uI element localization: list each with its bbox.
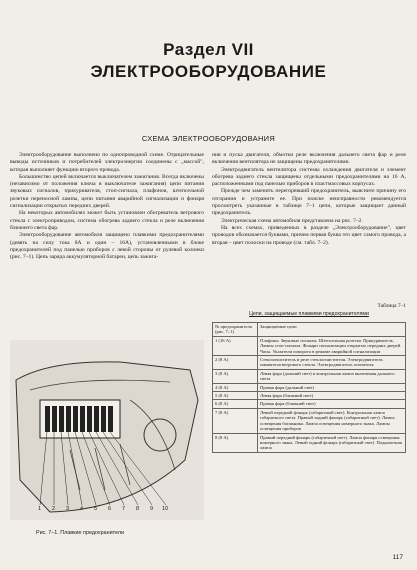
callout-label: 5 bbox=[94, 506, 98, 512]
protected-circuits: Левый передний фонарь (габаритный свет). Контрольная лампа габаритного света. Правый задний фонарь (габаритный свет). Лампа освещения багажника. Лампа освещения номерного знака. Лампы освещения приборов bbox=[258, 408, 406, 433]
paragraph: ния и пуска двигателя, обмотки реле включения дальнего света фар и реле включения вентилятора не защищены предохранителями. bbox=[212, 152, 406, 166]
callout-label: 2 bbox=[52, 506, 56, 512]
fuse-number: 1 (16 А) bbox=[213, 336, 258, 355]
table-header-cell: № предохранителя (рис. 7–1) bbox=[213, 323, 258, 337]
table-row bbox=[213, 336, 406, 355]
table-row bbox=[213, 400, 406, 408]
table-row bbox=[213, 383, 406, 391]
callout-label: 6 bbox=[108, 506, 112, 512]
table-row bbox=[213, 408, 406, 433]
figure-callouts bbox=[10, 506, 204, 518]
paragraph: Большинство цепей включается выключателем зажигания. Всегда включены (независимо от положения ключа в выключателе зажигания) цепи питания звуковых сигналов, прикуривателя, стоп-сигнала, плафонов, штепсельной розетки переносной лампы, цепи питания аварийной сигнализации и фонаря сигнализации открытых передних дверей. bbox=[10, 173, 204, 210]
table-row bbox=[213, 369, 406, 383]
paragraph: Прежде чем заменить перегоревший предохранитель, выясните причину его отгорания и устраните ее. При поиске неисправности рекомендуется просмотреть указанные в таблице 7–1 цепи, которые защищает данный предохранитель. bbox=[212, 188, 406, 217]
table-number: Таблица 7–1 bbox=[377, 303, 406, 309]
callout-label: 7 bbox=[122, 506, 126, 512]
protected-circuits: Стеклоочиститель и реле стеклоочистителя. Электродвигатель омывателя ветрового стекла. Электродвигатель отопителя bbox=[258, 356, 406, 370]
protected-circuits: Левая фара (дальний свет) и контрольная лампа включения дальнего света bbox=[258, 369, 406, 383]
subheading: СХЕМА ЭЛЕКТРООБОРУДОВАНИЯ bbox=[141, 134, 276, 143]
paragraph: На некоторых автомобилях может быть установлен обогреватель ветрового стекла с электроприводом, система обогрева заднего стекла и реле включения ближнего света фар. bbox=[10, 210, 204, 231]
paragraph: Электрооборудование выполнено по однопроводной схеме. Отрицательные выводы источников и потребителей электроэнергии соединены с „массой", которая выполняет функцию второго провода. bbox=[10, 152, 204, 173]
table-caption: Цепи, защищаемые плавкими предохранителями bbox=[249, 311, 369, 317]
protected-circuits: Левая фара (ближний свет) bbox=[258, 392, 406, 400]
callout-label: 1 bbox=[38, 506, 42, 512]
left-column bbox=[10, 152, 204, 261]
fuse-number: 3 (8 А) bbox=[213, 369, 258, 383]
table-row bbox=[213, 433, 406, 452]
figure-caption: Рис. 7–1. Плавкие предохранители bbox=[36, 530, 124, 536]
fuse-block-illustration bbox=[10, 340, 204, 520]
protected-circuits: Правый передний фонарь (габаритный свет). Лампа фонаря освещения номерного знака. Левый задний фонарь (габаритный свет). Подкапотная лампа bbox=[258, 433, 406, 452]
fuse-block-figure bbox=[10, 340, 204, 520]
callout-label: 4 bbox=[80, 506, 84, 512]
callout-label: 8 bbox=[136, 506, 140, 512]
callout-label: 9 bbox=[150, 506, 154, 512]
table-header-cell: Защищаемые цепи bbox=[258, 323, 406, 337]
table-row bbox=[213, 356, 406, 370]
fuse-number: 5 (8 А) bbox=[213, 392, 258, 400]
right-column bbox=[212, 152, 406, 247]
table-header-row bbox=[213, 323, 406, 337]
section-title: Раздел VII bbox=[163, 40, 254, 59]
fuse-number: 6 (8 А) bbox=[213, 400, 258, 408]
paragraph: На всех схемах, приведенных в разделе „Электрооборудование", цвет проводов обозначается буквами, причем первая буква это цвет самого провода, а вторая – цвет полоски на проводе (см. табл. 7–2). bbox=[212, 224, 406, 246]
callout-label: 10 bbox=[162, 506, 169, 512]
protected-circuits: Плафоны. Звуковые сигналы. Штепсельная розетка. Прикуриватель. Лампы стоп-сигнала. Фонари сигнализации открытых передних дверей. Часы. Указатели поворота в режиме аварийной сигнализации bbox=[258, 336, 406, 355]
protected-circuits: Правая фара (ближний свет) bbox=[258, 400, 406, 408]
chapter-title: ЭЛЕКТРООБОРУДОВАНИЕ bbox=[90, 62, 327, 81]
paragraph: Электрооборудование автомобиля защищено плавкими предохранителями (девять на силу тока 8А и один – 16А), установленными в блоке предохранителей под панелью приборов с левой стороны от рулевой колонки (рис. 7–1). Цепь заряда аккумуляторной батареи, цепь зажига- bbox=[10, 232, 204, 261]
fuse-number: 4 (8 А) bbox=[213, 383, 258, 391]
fuse-number: 7 (8 А) bbox=[213, 408, 258, 433]
fuse-number: 8 (8 А) bbox=[213, 433, 258, 452]
table-row bbox=[213, 392, 406, 400]
protected-circuits: Правая фара (дальний свет) bbox=[258, 383, 406, 391]
fuse-number: 2 (8 А) bbox=[213, 356, 258, 370]
callout-label: 3 bbox=[66, 506, 70, 512]
paragraph: Электрическая схема автомобиля представлена на рис. 7–2. bbox=[221, 217, 363, 224]
page-number: 117 bbox=[392, 554, 403, 561]
paragraph: Электродвигатель вентилятора системы охлаждения двигателя и элемент обогрева заднего стекла защищены отдельными предохранителями на 16 А, расположенными под панелью приборов в пластмассовых корпусах. bbox=[212, 166, 406, 188]
fuse-table bbox=[212, 322, 406, 453]
